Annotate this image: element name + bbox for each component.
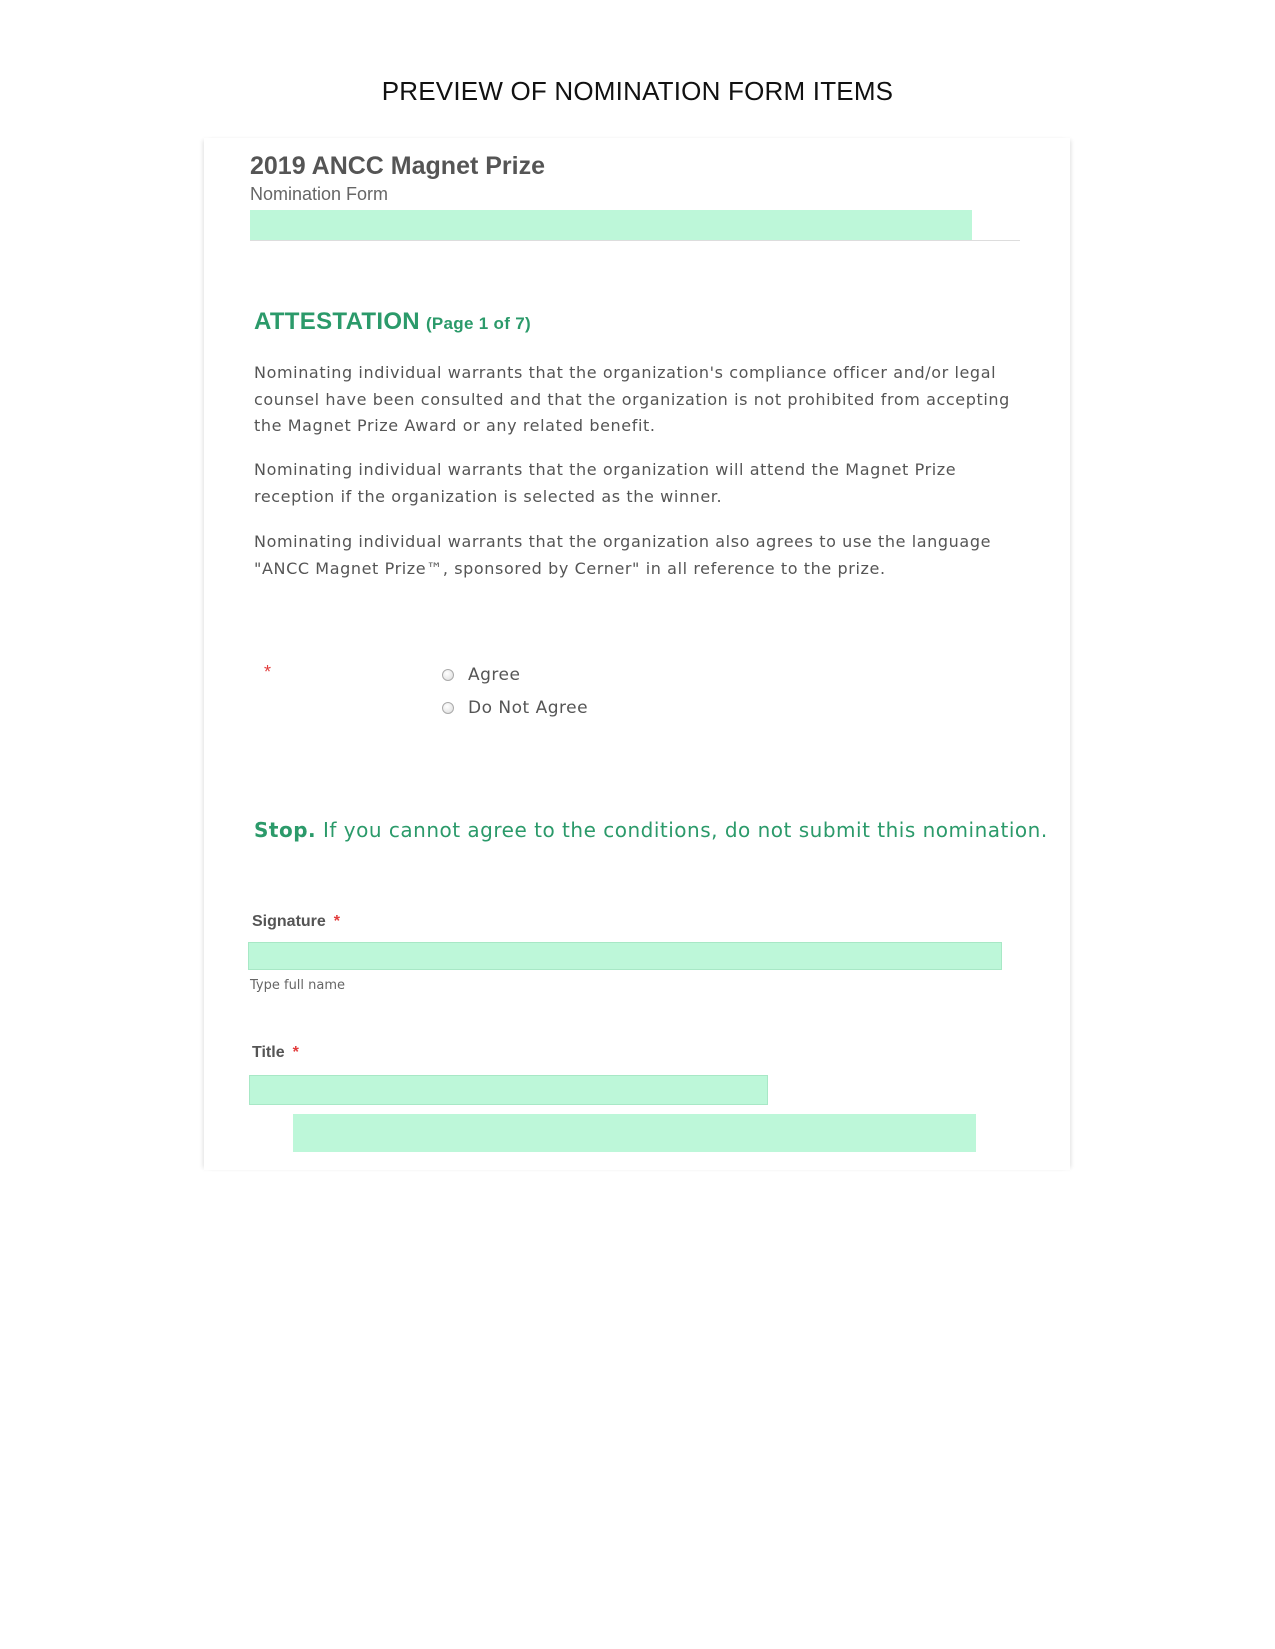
section-title: [254, 308, 531, 336]
section-title-text: ATTESTATION: [254, 308, 420, 335]
radio-label-do-not-agree: Do Not Agree: [468, 698, 589, 718]
attestation-paragraph-2: Nominating individual warrants that the organization will attend the Magnet Prize reception if the organization is selected as the winner.: [254, 460, 957, 506]
form-subtitle: Nomination Form: [250, 184, 389, 204]
signature-input[interactable]: [248, 942, 1002, 970]
required-marker: *: [264, 662, 272, 682]
header-divider: [250, 240, 1020, 241]
stop-notice-bold: Stop.: [254, 818, 317, 842]
page-heading: PREVIEW OF NOMINATION FORM ITEMS: [381, 76, 894, 106]
title-label-text: Title: [252, 1044, 285, 1061]
radio-button-do-not-agree[interactable]: [442, 702, 454, 714]
signature-label: [252, 913, 340, 931]
attestation-paragraph-3: Nominating individual warrants that the organization also agrees to use the language "ANCC Magnet Prize™, sponsored by Cerner" in all reference to the prize.: [254, 532, 992, 578]
signature-label-text: Signature: [252, 913, 326, 930]
title-required-marker: *: [292, 1044, 299, 1061]
footer-redaction: [293, 1114, 976, 1152]
form-title: 2019 ANCC Magnet Prize: [250, 152, 545, 180]
header-redaction: [250, 210, 972, 240]
signature-help-text: Type full name: [250, 978, 346, 993]
signature-required-marker: *: [333, 913, 341, 930]
form-card: [204, 138, 1070, 1170]
title-input[interactable]: [249, 1075, 768, 1105]
stop-notice-text: If you cannot agree to the conditions, do not submit this nomination.: [316, 818, 1048, 842]
stop-notice: [254, 818, 1048, 842]
radio-button-agree[interactable]: [442, 669, 454, 681]
page-indicator: (Page 1 of 7): [425, 314, 531, 333]
radio-option-do-not-agree[interactable]: [442, 698, 588, 718]
title-label: [252, 1044, 299, 1062]
radio-label-agree: Agree: [468, 665, 521, 685]
radio-option-agree[interactable]: [442, 665, 520, 685]
attestation-paragraph-1: Nominating individual warrants that the organization's compliance officer and/or legal counsel have been consulted and that the organization is not prohibited from accepting the Magnet Prize Award or any related benefit.: [254, 363, 1010, 435]
